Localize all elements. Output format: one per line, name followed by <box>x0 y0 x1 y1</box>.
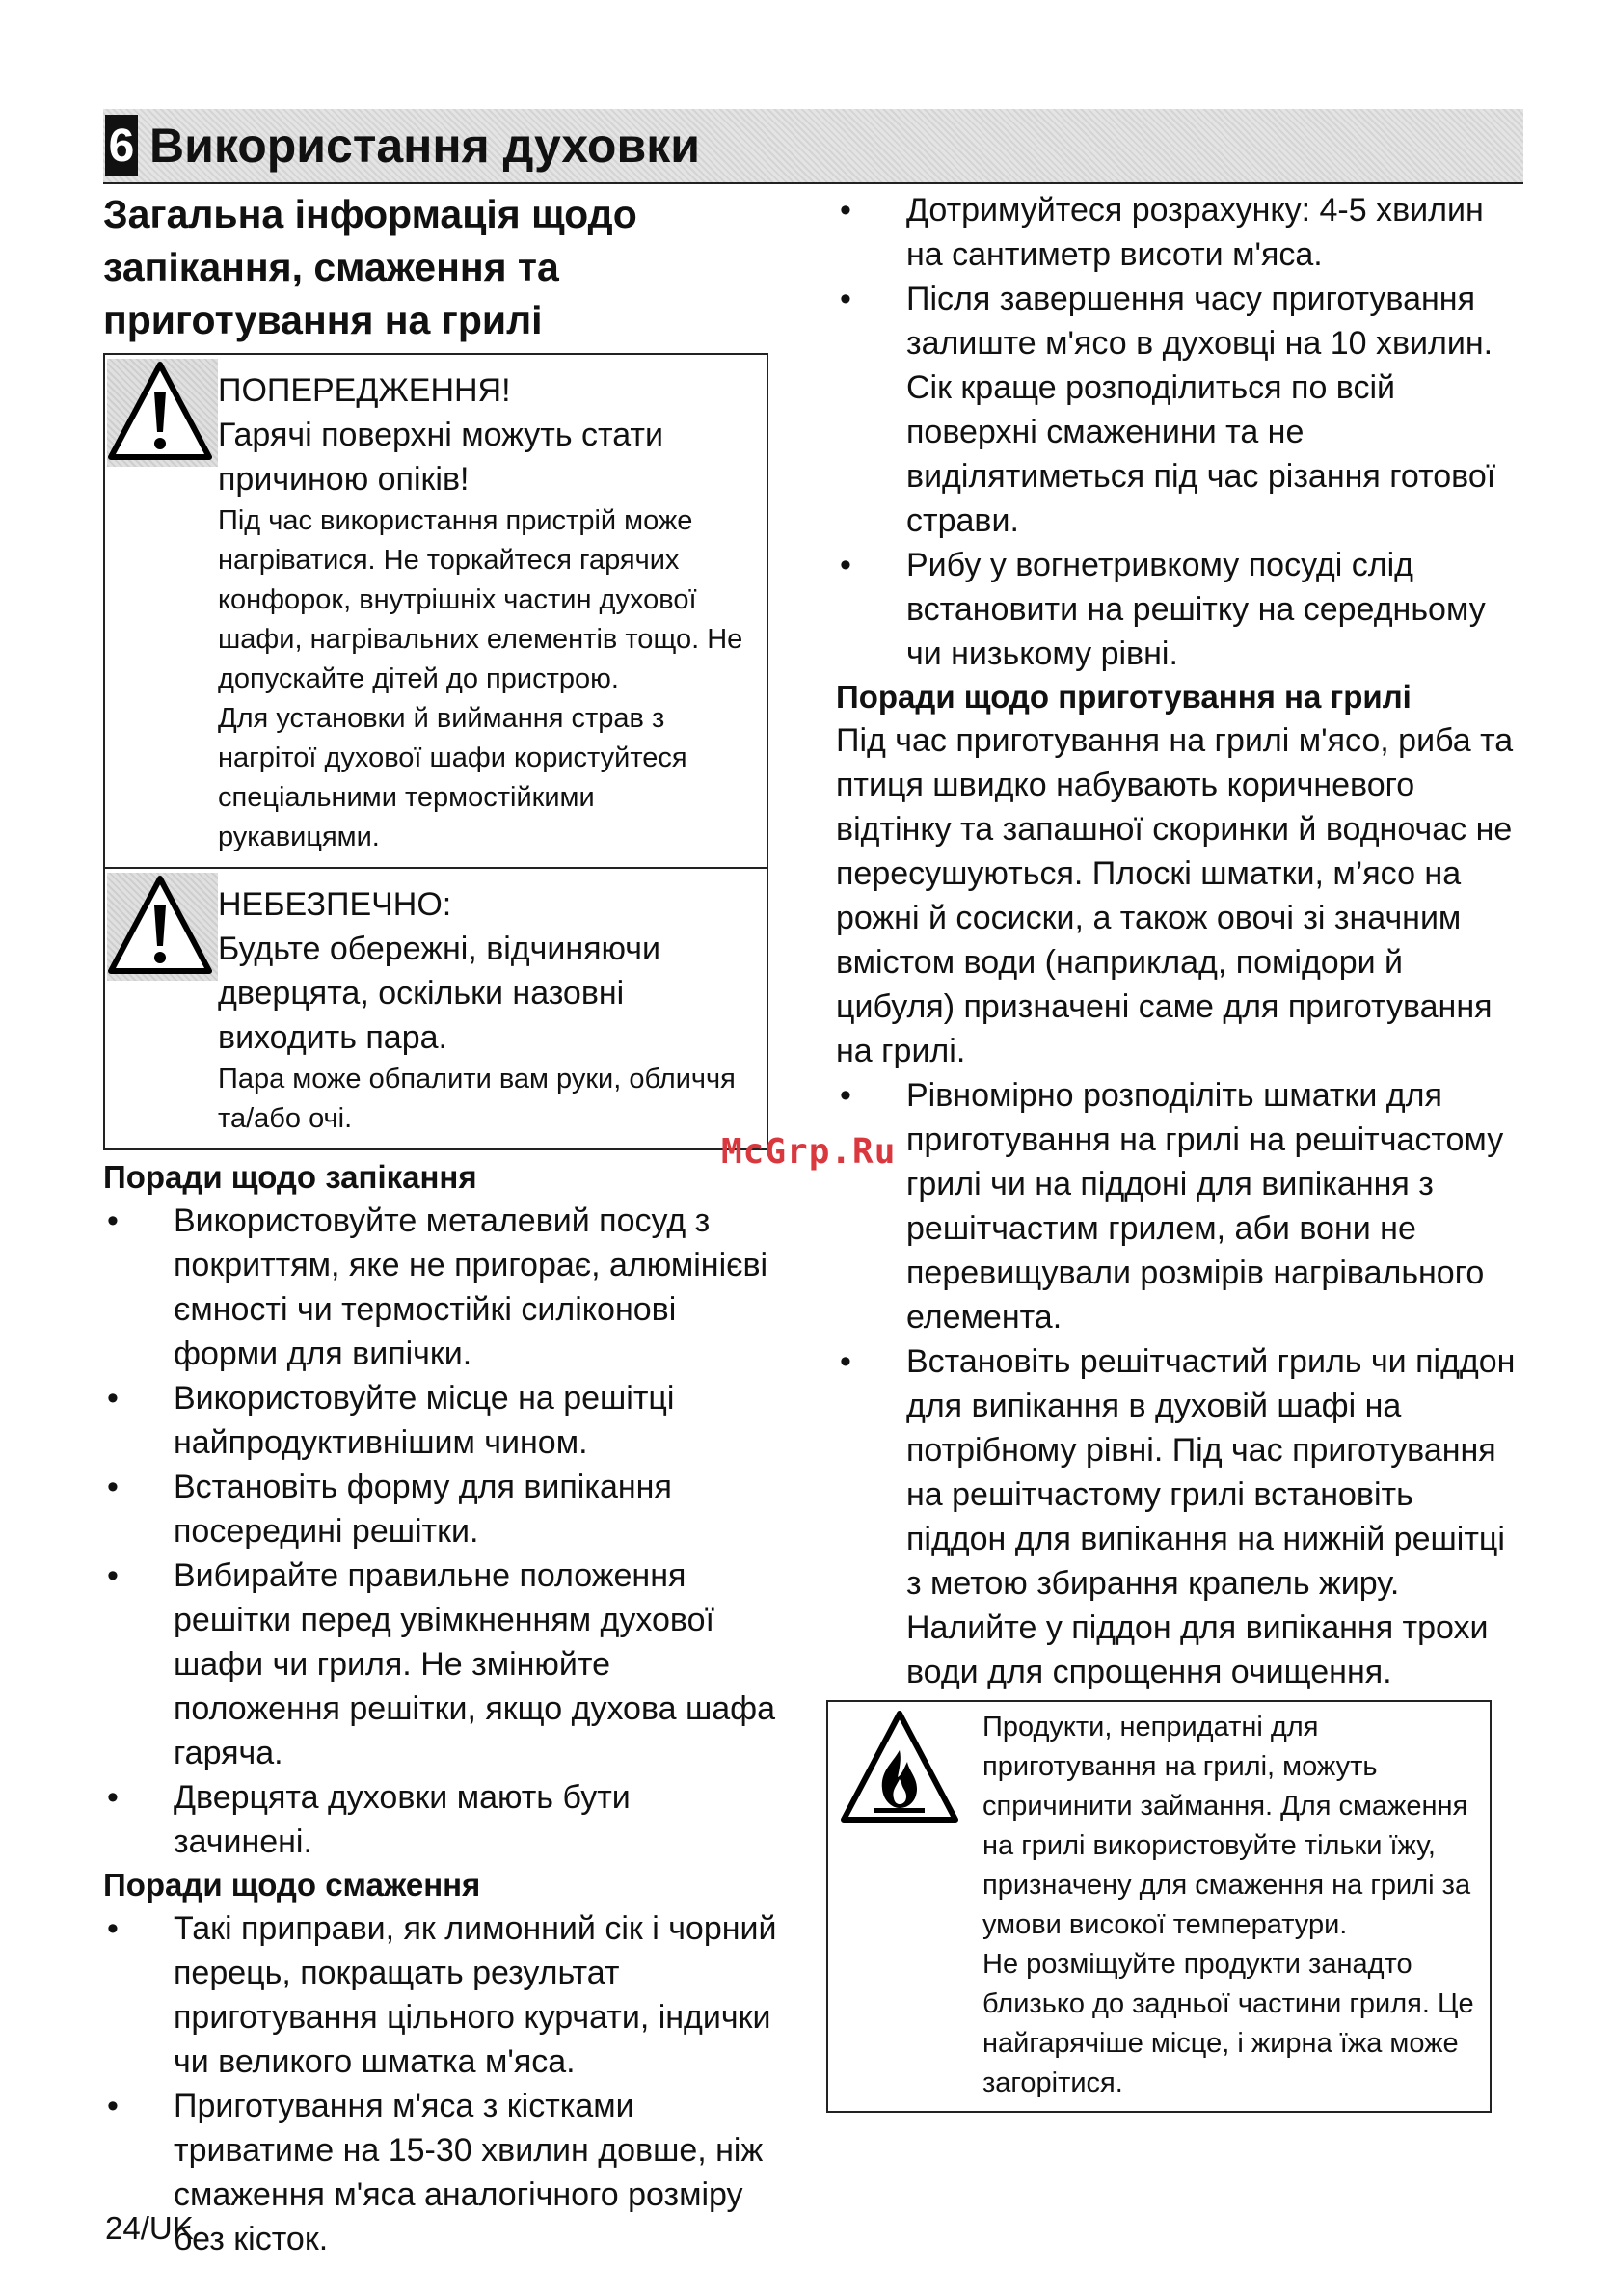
danger-steam <box>105 867 767 1148</box>
grill-tips-heading: Поради щодо приготування на грилі <box>836 679 1412 715</box>
list-item: • Такі приправи, як лимонний сік і чорний перець, покращать результат приготування цільного курчати, індички чи великого шматка м'яса. <box>107 1910 777 2080</box>
right-column <box>836 188 1520 2113</box>
roasting-tips-list <box>103 1906 778 2261</box>
grill-intro-paragraph: Під час приготування на грилі м'ясо, риба та птиця швидко набувають коричневого відтінку та запашної скоринки й водночас не пересушуються. Плоскі шматки, м’ясо на рожні й сосиски, а також овочі зі значним вмістом води (наприклад, помідори й цибуля) призначені саме для приготування на грилі. <box>836 722 1514 1069</box>
fire-warning-text: Продукти, непридатні для приготування на грилі, можуть спричинити займання. Для смаження на грилі використовуйте тільки їжу, призначену для смаження на грилі за умови високої температури. <box>982 1712 1471 1940</box>
section-header <box>103 109 1523 184</box>
warning-detail-text: Для установки й виймання страв з нагрітої духової шафи користуйтеся спеціальними термостійкими рукавицями. <box>218 703 687 852</box>
page-number: 24/UK <box>105 2210 194 2246</box>
fire-warning-text: Не розміщуйте продукти занадто близько до задньої частини гриля. Це найгарячіше місце, і жирна їжа може загорітися. <box>982 1949 1474 2098</box>
warning-triangle-icon <box>107 359 218 467</box>
watermark: McGrp.Ru <box>721 1132 897 1172</box>
baking-tips-heading: Поради щодо запікання <box>103 1159 477 1195</box>
roasting-tips-heading: Поради щодо смаження <box>103 1867 481 1903</box>
list-item: • Після завершення часу приготування залиште м'ясо в духовці на 10 хвилин. Сік краще розподілиться по всій поверхні смаженини та не виділятиметься під час різання готової страви. <box>840 281 1496 539</box>
list-item: • Рівномірно розподіліть шматки для приготування на грилі на решітчастому грилі чи на піддоні для випікання з решітчастим грилем, аби вони не перевищували розмірів нагрівального елемента. <box>840 1077 1504 1336</box>
list-item: • Приготування м'яса з кістками триватиме на 15-30 хвилин довше, ніж смаження м'яса аналогічного розміру без кісток. <box>107 2088 764 2257</box>
warning-hot-surfaces <box>105 355 767 867</box>
danger-title: НЕБЕЗПЕЧНО: <box>218 886 452 923</box>
warning-title: ПОПЕРЕДЖЕННЯ! <box>218 372 511 409</box>
danger-main-text: Будьте обережні, відчиняючи дверцята, оскільки назовні виходить пара. <box>218 931 660 1056</box>
fire-warning-box <box>826 1700 1492 2113</box>
baking-tips-list <box>103 1199 778 1864</box>
warning-detail-text: Під час використання пристрій може нагріватися. Не торкайтеся гарячих конфорок, внутрішніх частин духової шафи, нагрівальних елементів тощо. Не допускайте дітей до пристрою. <box>218 505 743 694</box>
list-item: • Вибирайте правильне положення решітки перед увімкненням духової шафи чи гриля. Не змінюйте положення решітки, якщо духова шафа гаряча. <box>107 1557 776 1771</box>
warning-triangle-icon <box>107 873 218 981</box>
list-item: • Використовуйте металевий посуд з покриттям, яке не пригорає, алюмінієві ємності чи термостійкі силіконові форми для випічки. <box>107 1202 768 1372</box>
list-item: • Дотримуйтеся розрахунку: 4-5 хвилин на сантиметр висоти м'яса. <box>840 192 1484 273</box>
warning-box <box>103 353 768 1150</box>
left-column <box>103 188 778 2261</box>
section-number: 6 <box>105 115 138 176</box>
grill-tips-list <box>836 1073 1520 1694</box>
danger-detail-text: Пара може обпалити вам руки, обличчя та/або очі. <box>218 1064 736 1134</box>
list-item: • Встановіть форму для випікання посередині решітки. <box>107 1469 672 1550</box>
list-item: • Рибу у вогнетривкому посуді слід встановити на решітку на середньому чи низькому рівні. <box>840 547 1486 672</box>
list-item: • Використовуйте місце на решітці найпродуктивнішим чином. <box>107 1380 675 1461</box>
flame-icon <box>838 1708 961 1827</box>
section-title: Використання духовки <box>149 119 700 173</box>
roasting-tips-list-continued <box>836 188 1520 676</box>
list-item: • Встановіть решітчастий гриль чи піддон для випікання в духовій шафі на потрібному рівні. Під час приготування на решітчастому грилі встановіть піддон для випікання на нижній решітці з метою збирання крапель жиру. Налийте у піддон для випікання трохи води для спрощення очищення. <box>840 1343 1516 1690</box>
list-item: • Дверцята духовки мають бути зачинені. <box>107 1779 631 1860</box>
warning-main-text: Гарячі поверхні можуть стати причиною опіків! <box>218 417 663 498</box>
general-info-heading: Загальна інформація щодо запікання, смаження та приготування на грилі <box>103 192 637 342</box>
